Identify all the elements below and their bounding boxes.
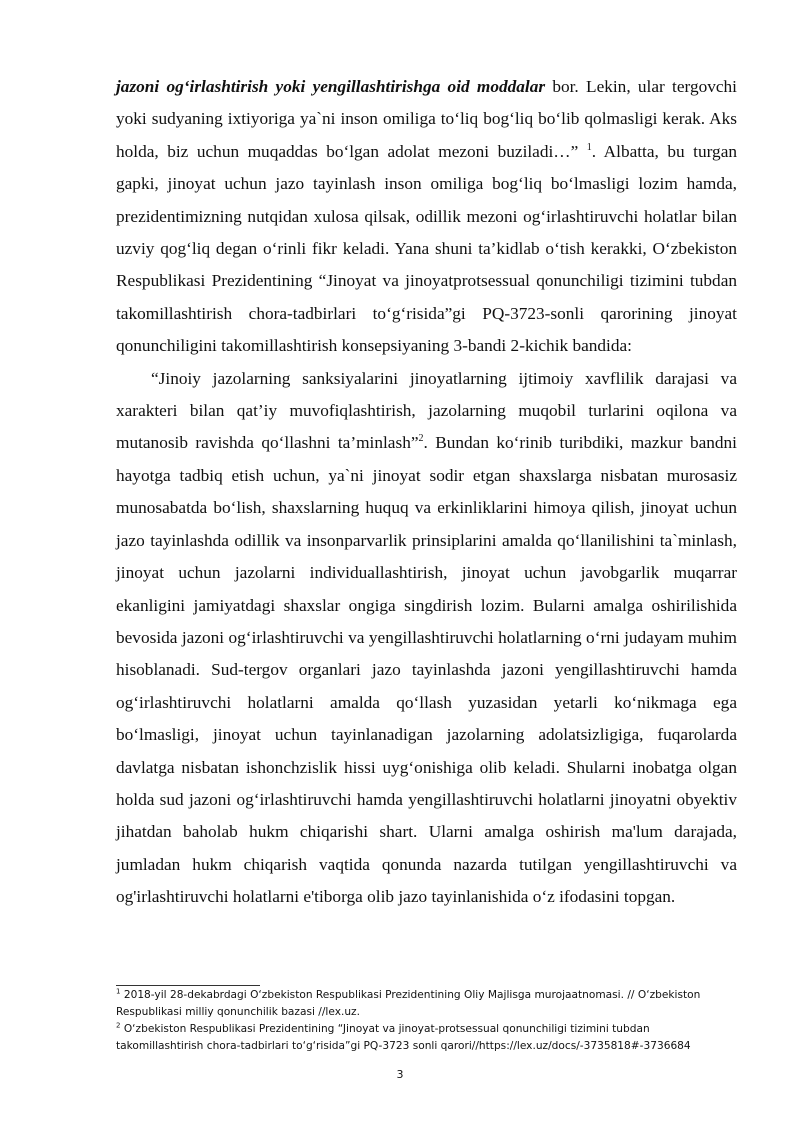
page-number: 3	[396, 1068, 404, 1081]
body-text	[116, 71, 737, 914]
paragraph-1-text-b: . Albatta, bu turgan gapki, jinoyat uchun jazo tayinlash inson omiliga bog‘liq bo‘lmasligi lozim hamda, prezidentimizning nutqidan xulosa qilsak, odillik mezoni og‘irlashtiruvchi holatlar bilan uzviy qog‘liq degan o‘rinli fikr keladi. Yana shuni ta’kidlab o‘tish kerakki, O‘zbekiston Respublikasi Prezidentining “Jinoyat va jinoyatprotsessual qonunchiligi tizimini tubdan takomillashtirish chora-tadbirlari to‘g‘risida”gi PQ-3723-sonli qarorining jinoyat qonunchiligini takomillashtirish konsepsiyaning 3-bandi 2-kichik bandida:	[116, 141, 738, 356]
footnote-separator	[116, 985, 260, 986]
footnote-1	[116, 987, 736, 1021]
paragraph-1	[116, 71, 737, 363]
footnote-2	[116, 1021, 736, 1055]
paragraph-1-text-a: bor. Lekin, ular tergovchi yoki sudyaning ixtiyoriga ya`ni inson omiliga to‘liq bog‘liq bo‘lib qolmasligi kerak. Aks holda, biz uchun muqaddas bo‘lgan adolat mezoni buziladi…”	[116, 77, 737, 161]
paragraph-2-text-b: . Bundan ko‘rinib turibdiki, mazkur bandni hayotga tadbiq etish uchun, ya`ni jinoyat sodir etgan shaxslarga nisbatan murosasiz munosabatda bo‘lish, shaxslarning huquq va erkinliklarini himoya qilish, jinoyat uchun jazo tayinlashda odillik va insonparvarlik prinsiplarini amalda qo‘llanilishini ta`minlash, jinoyat uchun jazolarni individuallashtirish, jinoyat uchun javobgarlik muqarrar ekanligini jamiyatdagi shaxslar ongiga singdirish lozim. Bularni amalga oshirilishida bevosida jazoni og‘irlashtiruvchi va yengillashtiruvchi holatlarning o‘rni judayam muhim hisoblanadi. Sud-tergov organlari jazo tayinlashda jazoni yengillashtiruvchi hamda og‘irlashtiruvchi holatlarni amalda qo‘llash yuzasidan yetarli ko‘nikmaga ega bo‘lmasligi, jinoyat uchun tayinlanadigan jazolarning adolatsizligiga, fuqarolarda davlatga nisbatan ishonchzislik hissi uyg‘onishiga olib keladi. Shularni inobatga olgan holda sud jazoni og‘irlashtiruvchi hamda yengillashtiruvchi holatlarni jinoyatni obyektiv jihatdan baholab hukm chiqarishi shart. Ularni amalga oshirish ma'lum darajada, jumladan hukm chiqarish vaqtida qonunda nazarda tutilgan yengillashtiruvchi va og'irlashtiruvchi holatlarni e'tiborga olib jazo tayinlanishida o‘z ifodasini topgan.	[116, 433, 737, 907]
footnote-ref-2[interactable]: 2	[418, 433, 424, 445]
footnote-ref-1[interactable]: 1	[586, 142, 592, 154]
emphasized-phrase: jazoni og‘irlashtirish yoki yengillashtirishga oid moddalar	[116, 77, 546, 96]
paragraph-2	[116, 363, 737, 914]
footnote-1-text: 2018-yil 28-dekabrdagi O‘zbekiston Respublikasi Prezidentining Oliy Majlisga murojaatnomasi. // O‘zbekiston Respublikasi milliy qonunchilik bazasi //lex.uz.	[116, 989, 701, 1018]
footnotes	[116, 987, 736, 1055]
footnote-2-mark: 2	[116, 1021, 121, 1030]
footnote-1-mark: 1	[116, 987, 121, 996]
footnote-2-text: O‘zbekiston Respublikasi Prezidentining “Jinoyat va jinoyat-protsessual qonunchiligi tizimini tubdan takomillashtirish chora-tadbirlari to‘g‘risida”gi PQ-3723 sonli qarori//https://lex.uz/docs/-3735818#-3736684	[116, 1023, 691, 1052]
paragraph-2-text-a: “Jinoiy jazolarning sanksiyalarini jinoyatlarning ijtimoiy xavflilik darajasi va xarakteri bilan qat’iy muvofiqlashtirish, jazolarning muqobil turlarini oqilona va mutanosib ravishda qo‘llashni ta’minlash”	[116, 368, 737, 453]
